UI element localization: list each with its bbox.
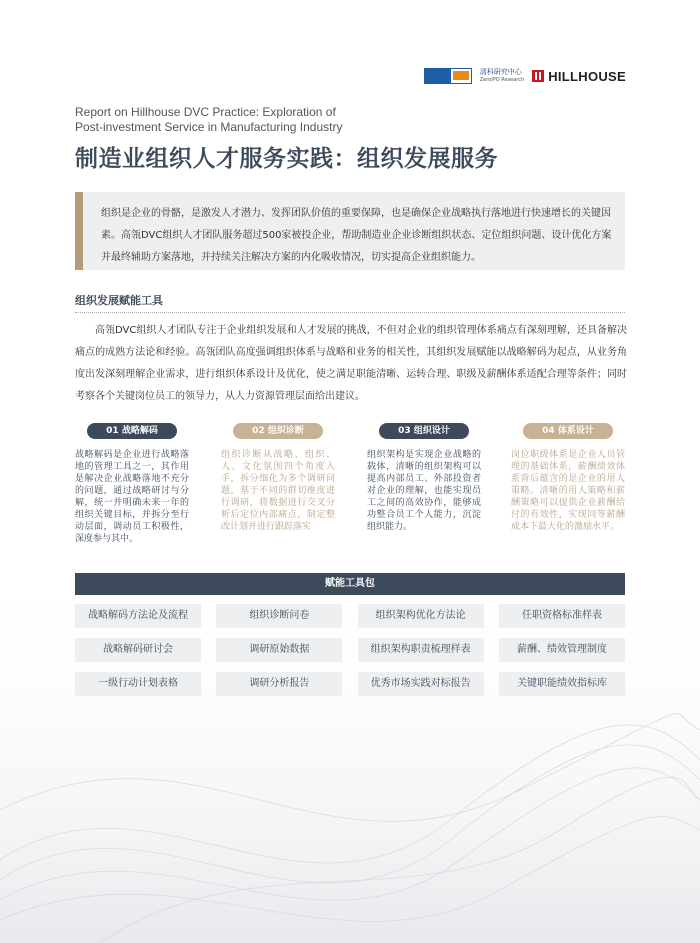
step-label: 02 组织诊断 (233, 423, 323, 439)
body-paragraph: 高瓴DVC组织人才团队专注于企业组织发展和人才发展的挑战，不但对企业的组织管理体系痛点有深刻理解，还具备解决痛点的成熟方法论和经验。高瓴团队高度强调组织体系与战略和业务的相关性，其组织发展赋能以战略解码为起点，从业务角度出发深刻理解企业需求，进行组织体系设计及优化，使之满足职能清晰、运转合理、职级及薪酬体系适配合理等条件；同时考察各个关键岗位员工的领导力，从人力资源管理层面给出建议。 (75, 325, 627, 402)
toolkit-item: 任职资格标准样表 (499, 604, 625, 628)
toolkit-row (75, 672, 625, 696)
toolkit-item: 一级行动计划表格 (75, 672, 201, 696)
step-description: 组织诊断从战略、组织、人、文化氛围四个角度入手，拆分细化为多个调研问题，基于不同的群切维度进行调研，将数据进行交叉分析后定位内部痛点，制定整改计划并进行跟踪落实 (221, 450, 335, 532)
page-title: 制造业组织人才服务实践：组织发展服务 (75, 146, 498, 172)
toolkit-item: 优秀市场实践对标报告 (358, 672, 484, 696)
toolkit-item: 战略解码方法论及流程 (75, 604, 201, 628)
toolkit-item: 组织诊断问卷 (216, 604, 342, 628)
toolkit-item: 组织架构职责梳理样表 (358, 638, 484, 662)
toolkit-row (75, 604, 625, 628)
step-description: 战略解码是企业进行战略落地的管理工具之一，其作用是解决企业战略落地不充分的问题，通过战略研讨与分解，统一并明确未来一年的组织关键目标，并拆分至行动层面，调动员工积极性，深度参与其中。 (75, 450, 189, 544)
step-description: 组织架构是实现企业战略的载体，清晰的组织架构可以提高内部员工、外部投资者对企业的理解，也能实现员工之间的高效协作，能够成功整合员工个人能力，沉淀组织能力。 (367, 450, 481, 532)
toolkit-item: 调研原始数据 (216, 638, 342, 662)
hillhouse-wordmark: HILLHOUSE (548, 68, 626, 84)
zeroipo-name: 清科研究中心 (479, 68, 522, 76)
step-org-design (367, 423, 481, 533)
toolkit-item: 战略解码研讨会 (75, 638, 201, 662)
step-label: 04 体系设计 (523, 423, 613, 439)
step-org-diagnosis (221, 423, 335, 533)
step-label: 01 战略解码 (87, 423, 177, 439)
english-title-line-2: Post-investment Service in Manufacturing Industry (75, 120, 343, 134)
toolkit-item: 组织架构优化方法论 (358, 604, 484, 628)
step-system-design (511, 423, 625, 533)
header-logos (424, 68, 626, 84)
english-title (75, 105, 475, 135)
step-description: 岗位职级体系是企业人员管理的基础体系，薪酬绩效体系背后蕴含的是企业的用人策略。清晰的用人策略和薪酬策略可以提供企业薪酬给付的有效性，实现同等薪酬成本下最大化的激励水平。 (511, 450, 625, 532)
hillhouse-logo (532, 69, 626, 84)
step-strategy-decoding (75, 423, 189, 545)
section-title: 组织发展赋能工具 (75, 294, 163, 307)
hillhouse-mark-icon (532, 70, 544, 82)
toolkit-grid (75, 604, 625, 706)
zeroipo-logo-text (480, 68, 524, 84)
toolkit-row (75, 638, 625, 662)
toolkit-item: 薪酬、绩效管理制度 (499, 638, 625, 662)
toolkit-item: 关键职能绩效指标库 (499, 672, 625, 696)
zeroipo-logo-icon (424, 68, 472, 84)
toolkit-item: 调研分析报告 (216, 672, 342, 696)
step-label: 03 组织设计 (379, 423, 469, 439)
zeroipo-sub: ZeroIPO Research (479, 77, 525, 83)
toolkit-header: 赋能工具包 (75, 573, 625, 595)
section-divider (75, 312, 625, 313)
english-title-line-1: Report on Hillhouse DVC Practice: Exploration of (75, 105, 336, 119)
intro-box: 组织是企业的骨骼，是激发人才潜力、发挥团队价值的重要保障，也是确保企业战略执行落地进行快速增长的关键因素。高瓴DVC组织人才团队服务超过500家被投企业，帮助制造业企业诊断组织状态、定位组织问题、设计优化方案并最终辅助方案落地，并持续关注解决方案的内化吸收情况，切实提高企业组织能力。 (75, 192, 625, 270)
